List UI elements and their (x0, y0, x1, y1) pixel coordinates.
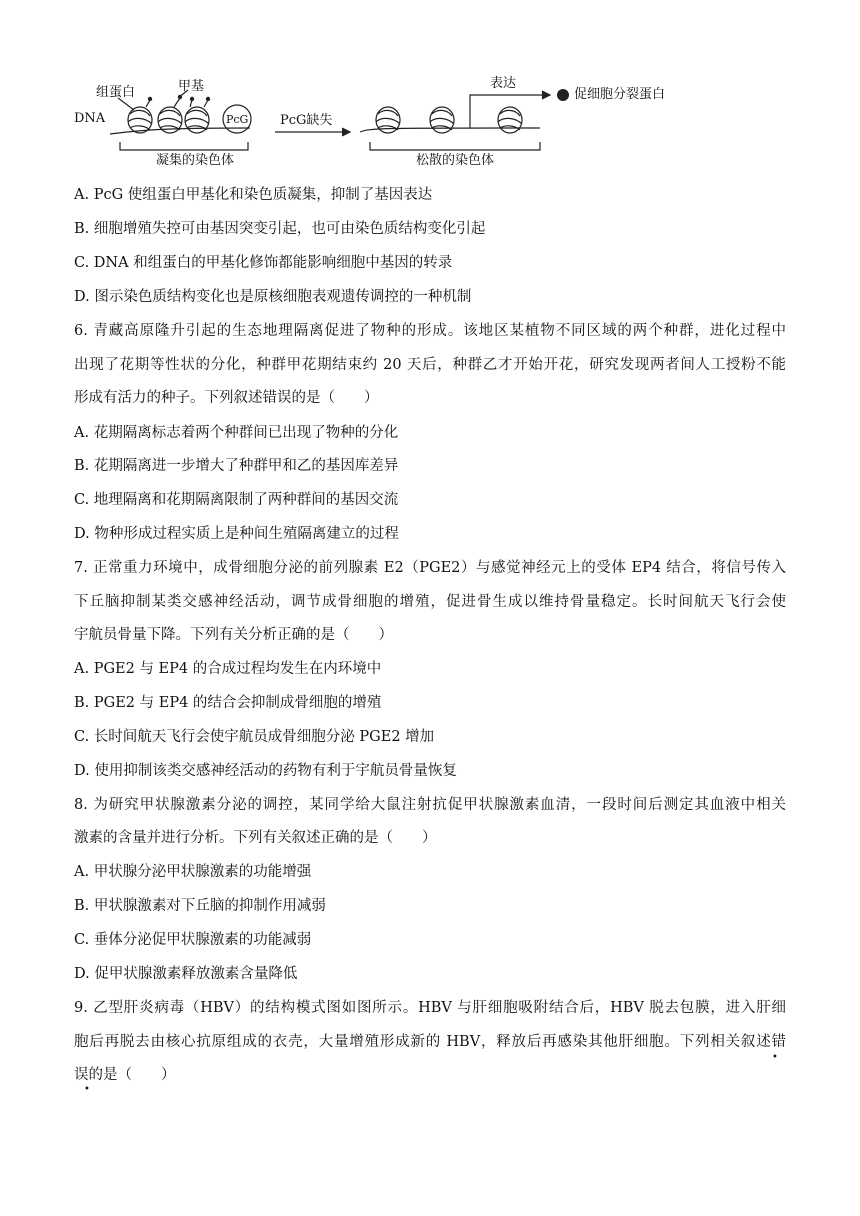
label-condensed: 凝集的染色体 (156, 153, 235, 168)
q9-stem-line-3: 误的是（ ） (74, 1067, 176, 1083)
q8-option-b: B. 甲状腺激素对下丘脑的抑制作用减弱 (74, 898, 326, 914)
q6-stem-line-3: 形成有活力的种子。下列叙述错误的是（ ） (74, 390, 379, 406)
q6-stem-line-1: 6. 青藏高原隆升引起的生态地理隔离促进了物种的形成。该地区某植物不同区域的两个种群，进化过程中 (74, 323, 786, 339)
q6-stem-line-2: 出现了花期等性状的分化，种群甲花期结束约 20 天后，种群乙才开始开花，研究发现两者间人工授粉不能 (74, 357, 786, 373)
label-histone: 组蛋白 (96, 85, 136, 100)
label-loose: 松散的染色体 (416, 153, 495, 168)
q6-option-c: C. 地理隔离和花期隔离限制了两种群间的基因交流 (74, 492, 399, 508)
q8-option-c: C. 垂体分泌促甲状腺激素的功能减弱 (74, 932, 312, 948)
q8-option-a: A. 甲状腺分泌甲状腺激素的功能增强 (74, 864, 312, 880)
emphasis-dot: • (84, 1084, 90, 1095)
q7-option-a: A. PGE2 与 EP4 的合成过程均发生在内环境中 (74, 661, 382, 677)
q8-stem-line-1: 8. 为研究甲状腺激素分泌的调控，某同学给大鼠注射抗促甲状腺激素血清，一段时间后测定其血液中相关 (74, 797, 786, 813)
q7-option-b: B. PGE2 与 EP4 的结合会抑制成骨细胞的增殖 (74, 695, 382, 711)
q6-option-d: D. 物种形成过程实质上是种间生殖隔离建立的过程 (74, 526, 399, 542)
protein-dot (557, 89, 569, 101)
label-pcg: PcG (226, 113, 249, 126)
q5-option-a: A. PcG 使组蛋白甲基化和染色质凝集，抑制了基因表达 (74, 187, 433, 203)
q7-stem-line-2: 下丘脑抑制某类交感神经活动，调节成骨细胞的增殖，促进骨生成以维持骨量稳定。长时间航天飞行会使 (74, 594, 786, 610)
label-dna: DNA (74, 111, 106, 126)
q6-option-a: A. 花期隔离标志着两个种群间已出现了物种的分化 (74, 425, 399, 441)
label-methyl: 甲基 (178, 79, 205, 94)
q7-stem-line-3: 宇航员骨量下降。下列有关分析正确的是（ ） (74, 627, 393, 643)
q9-stem-line-2: 胞后再脱去由核心抗原组成的衣壳，大量增殖形成新的 HBV，释放后再感染其他肝细胞。下列相关叙述错 (74, 1034, 786, 1050)
q8-stem-line-2: 激素的含量并进行分析。下列有关叙述正确的是（ ） (74, 830, 437, 846)
q9-stem-line-1: 9. 乙型肝炎病毒（HBV）的结构模式图如图所示。HBV 与肝细胞吸附结合后，HBV 脱去包膜，进入肝细 (74, 1000, 786, 1016)
emphasis-dot: • (772, 1052, 778, 1063)
q7-option-c: C. 长时间航天飞行会使宇航员成骨细胞分泌 PGE2 增加 (74, 729, 435, 745)
chromatin-figure (70, 70, 730, 180)
nucleosome-3 (185, 107, 209, 133)
q6-option-b: B. 花期隔离进一步增大了种群甲和乙的基因库差异 (74, 458, 399, 474)
nucleosome-5 (430, 107, 454, 133)
label-product: 促细胞分裂蛋白 (574, 87, 666, 102)
q5-option-d: D. 图示染色质结构变化也是原核细胞表观遗传调控的一种机制 (74, 289, 472, 305)
nucleosome-6 (498, 107, 522, 133)
q7-stem-line-1: 7. 正常重力环境中，成骨细胞分泌的前列腺素 E2（PGE2）与感觉神经元上的受体 EP4 结合，将信号传入 (74, 560, 786, 576)
nucleosome-1 (128, 107, 152, 133)
label-express: 表达 (490, 76, 517, 91)
q5-option-b: B. 细胞增殖失控可由基因突变引起，也可由染色质结构变化引起 (74, 221, 486, 237)
q5-option-c: C. DNA 和组蛋白的甲基化修饰都能影响细胞中基因的转录 (74, 255, 453, 271)
q7-option-d: D. 使用抑制该类交感神经活动的药物有利于宇航员骨量恢复 (74, 763, 457, 779)
q8-option-d: D. 促甲状腺激素释放激素含量降低 (74, 966, 298, 982)
label-pcg-missing: PcG缺失 (280, 113, 333, 128)
